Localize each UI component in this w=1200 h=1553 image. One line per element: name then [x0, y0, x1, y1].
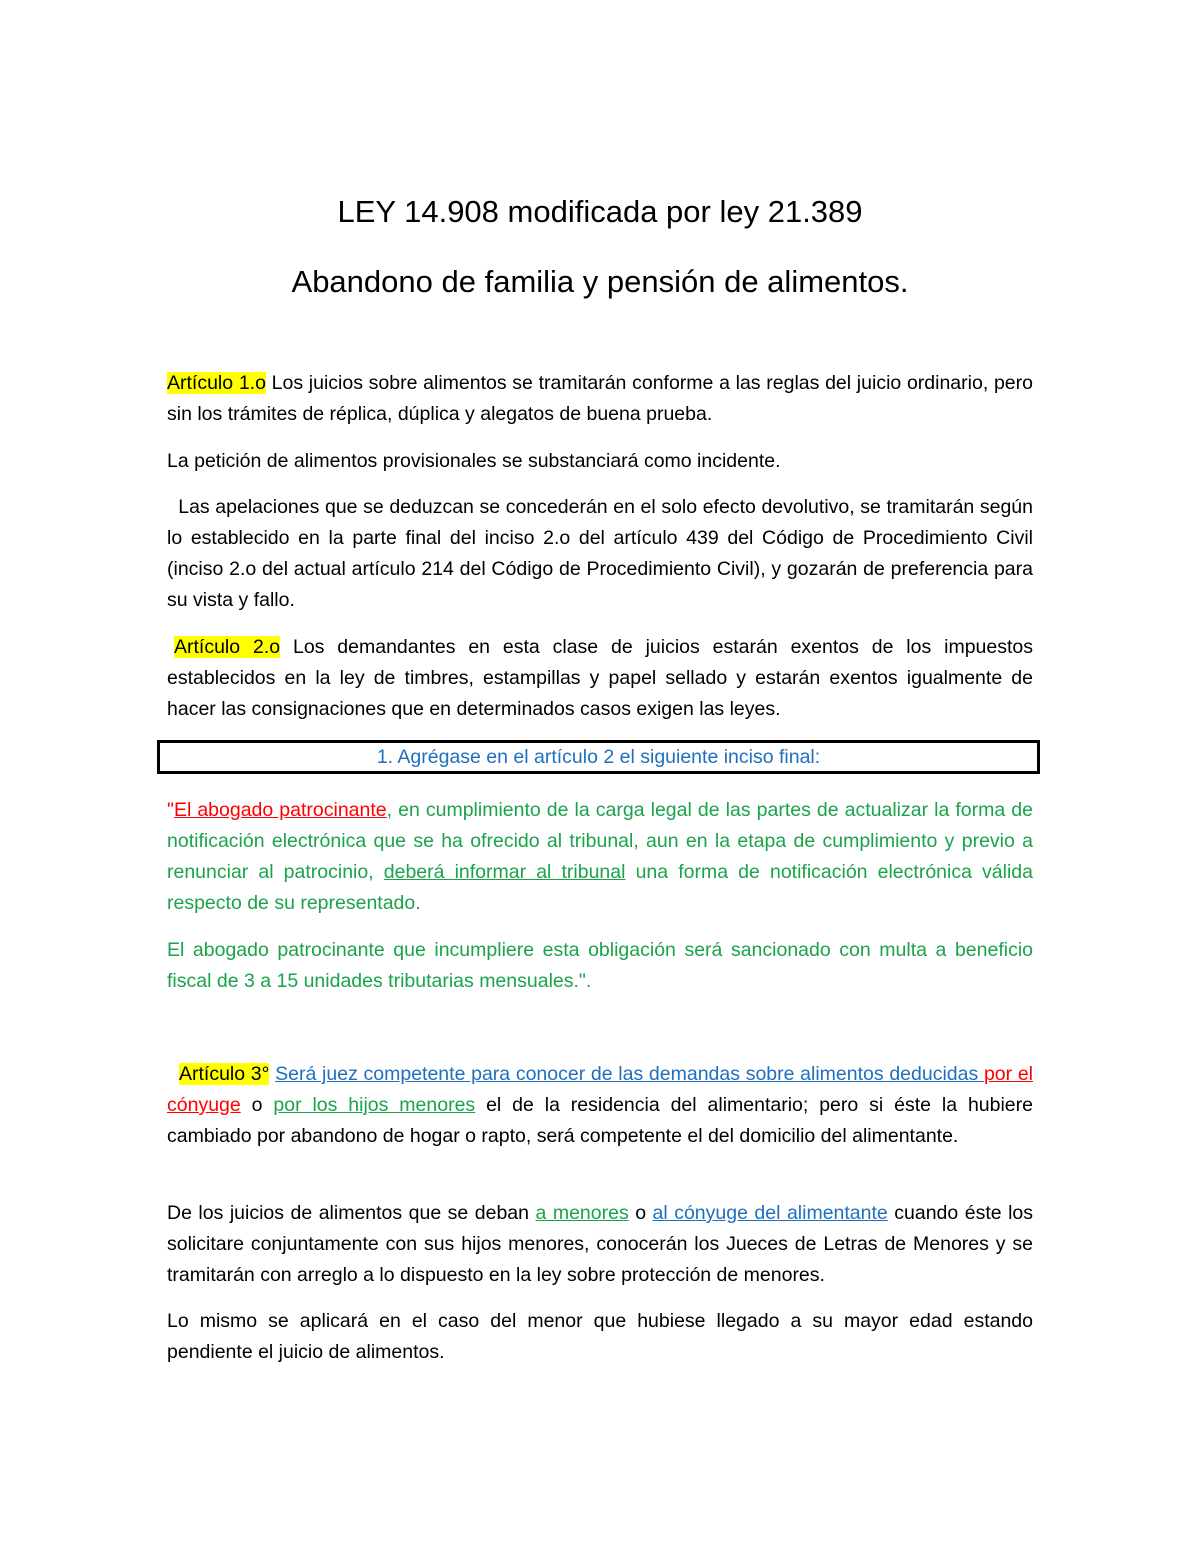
article-2-text: Los demandantes en esta clase de juicios estarán exentos de los impuestos establecidos en la ley de timbres, estampillas y papel sellado y estarán exentos igualmente de hacer las consignaciones que en determinados casos exigen las leyes.	[167, 636, 1033, 720]
amendment-paragraph	[167, 795, 1033, 919]
article-3-p2-c: o	[628, 1202, 653, 1224]
article-3-segment-3: o	[240, 1094, 274, 1116]
article-3-p2-conyuge: al cónyuge del alimentante	[652, 1202, 888, 1224]
article-3-paragraph-2	[167, 1198, 1033, 1291]
article-1-paragraph-2: La petición de alimentos provisionales se substanciará como incidente.	[167, 450, 781, 472]
article-3-p2-e: cuando éste los solicitare conjuntamente con sus hijos menores, conocerán los Jueces de Letras de Menores y se tramitarán con arreglo a lo dispuesto en la ley sobre protección de menores.	[167, 1202, 1034, 1286]
article-1-text: Los juicios sobre alimentos se tramitarán conforme a las reglas del juicio ordinario, pero sin los trámites de réplica, dúplica y alegatos de buena prueba.	[167, 372, 1033, 425]
document-subtitle: Abandono de familia y pensión de alimentos.	[291, 264, 909, 299]
amendment-duty: deberá informar al tribunal	[383, 861, 626, 883]
article-1-label: Artículo 1.o	[167, 372, 266, 394]
article-3-segment-1: Será juez competente para conocer de las demandas sobre alimentos deducidas	[275, 1063, 984, 1085]
amendment-subject: El abogado patrocinante	[173, 799, 387, 821]
open-quote: "	[167, 799, 174, 821]
article-1-paragraph	[167, 368, 1033, 430]
document-title: LEY 14.908 modificada por ley 21.389	[337, 194, 863, 229]
article-1-paragraph-3: Las apelaciones que se deduzcan se concederán en el solo efecto devolutivo, se tramitarán según lo establecido en la parte final del inciso 2.o del artículo 439 del Código de Procedimiento Civil (inciso 2.o del actual artículo 214 del Código de Procedimiento Civil), y gozarán de preferencia para su vista y fallo.	[167, 496, 1039, 611]
article-3-segment-2: por el cónyuge	[167, 1063, 1033, 1116]
amendment-paragraph-2: El abogado patrocinante que incumpliere esta obligación será sancionado con multa a beneficio fiscal de 3 a 15 unidades tributarias mensuales.".	[167, 939, 1033, 992]
amendment-box	[157, 740, 1040, 774]
amendment-text-2: una forma de notificación electrónica válida respecto de su representado.	[167, 861, 1033, 914]
article-3-label: Artículo 3°	[179, 1063, 270, 1085]
article-3-p2-menores: a menores	[535, 1202, 629, 1224]
article-2-label: Artículo 2.o	[174, 636, 281, 658]
article-3-segment-5: el de la residencia del alimentario; pero si éste la hubiere cambiado por abandono de hogar o rapto, será competente el del domicilio del alimentante.	[167, 1094, 1033, 1147]
article-3-paragraph-3: Lo mismo se aplicará en el caso del menor que hubiese llegado a su mayor edad estando pendiente el juicio de alimentos.	[167, 1310, 1033, 1363]
amendment-text-1: , en cumplimiento de la carga legal de las partes de actualizar la forma de notificación electrónica que se ha ofrecido al tribunal, aun en la etapa de cumplimiento y previo a renunciar al patrocinio,	[167, 799, 1033, 883]
amendment-box-text: 1. Agrégase en el artículo 2 el siguiente inciso final:	[376, 746, 821, 768]
article-2-paragraph	[167, 632, 1033, 725]
article-3-segment-4: por los hijos menores	[273, 1094, 476, 1116]
article-3-paragraph	[167, 1059, 1033, 1152]
article-3-p2-a: De los juicios de alimentos que se deban	[167, 1202, 536, 1224]
